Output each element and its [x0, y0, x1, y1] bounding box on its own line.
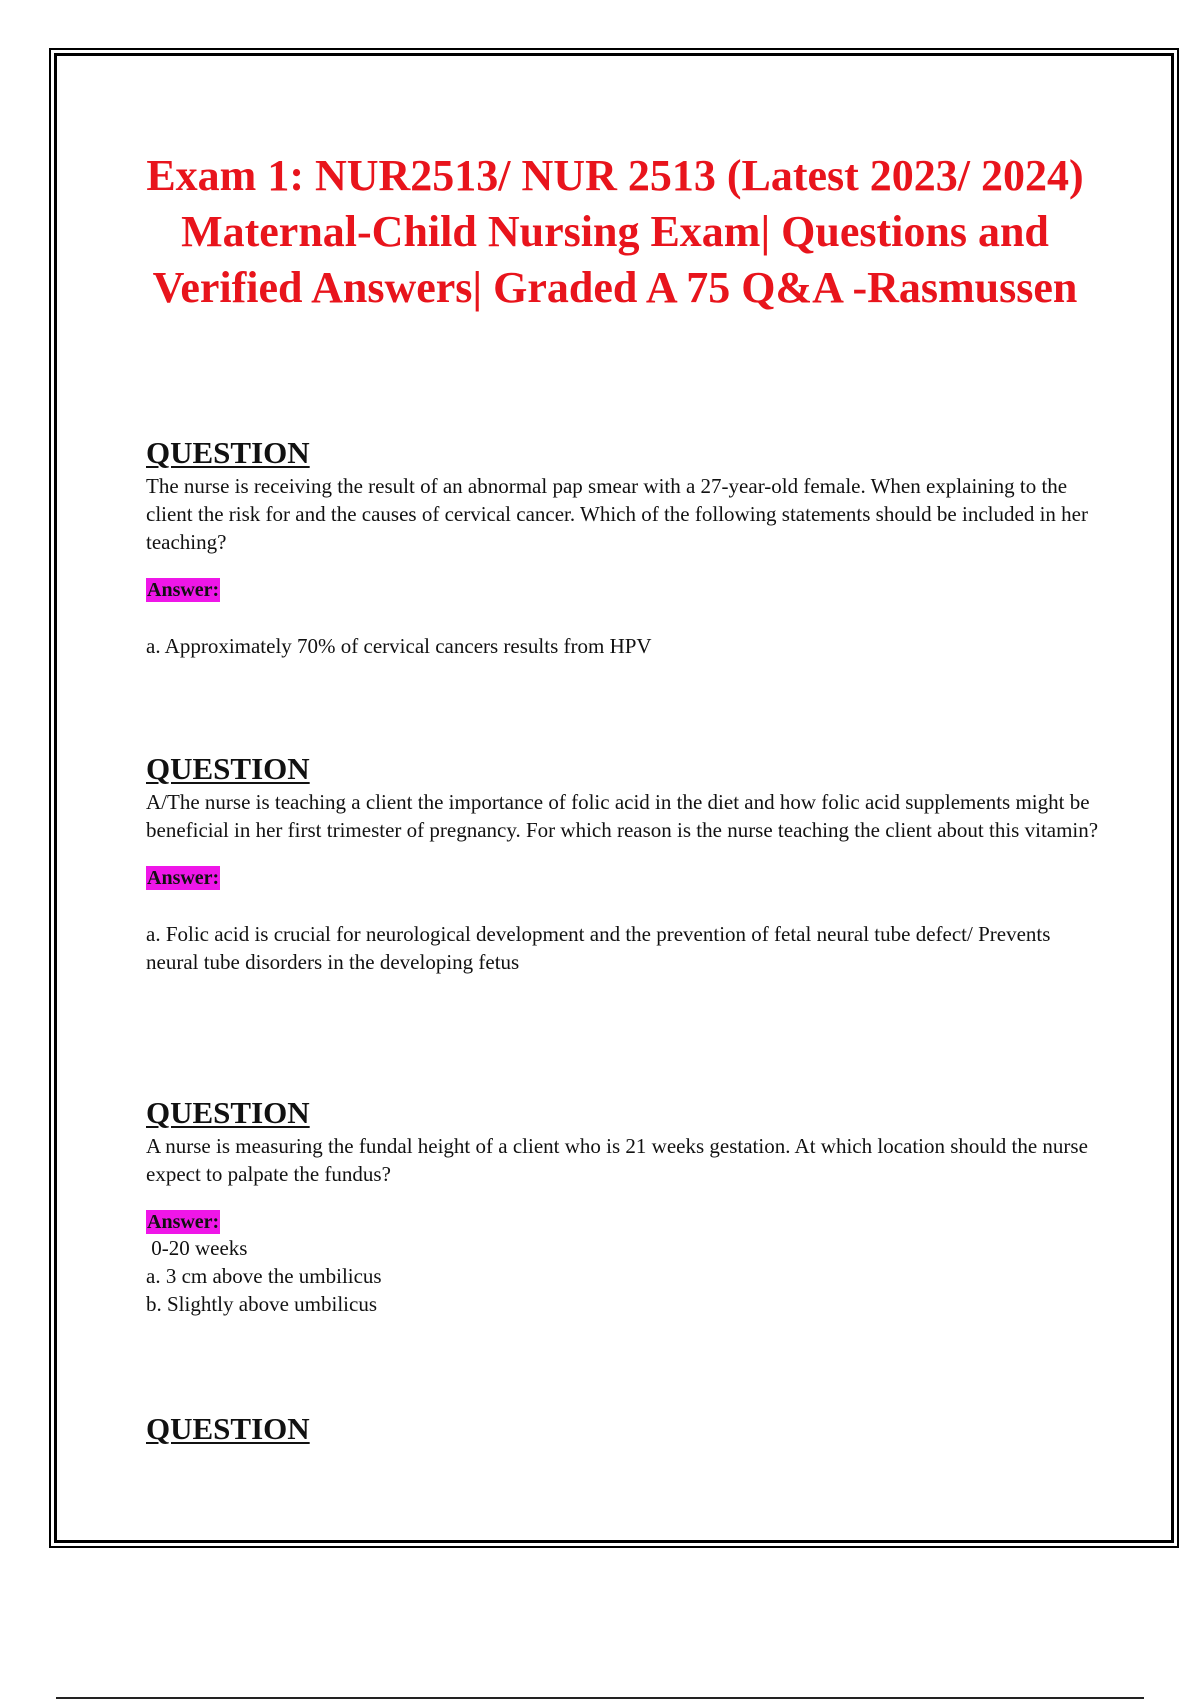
answer-text: 0-20 weeks: [146, 1236, 248, 1260]
answer-text: b. Slightly above umbilicus: [146, 1292, 377, 1316]
question-block: [146, 1096, 1106, 1318]
question-text: A/The nurse is teaching a client the importance of folic acid in the diet and how folic acid supplements might be beneficial in her first trimester of pregnancy. For which reason is the nurse teaching the client about this vitamin?: [146, 790, 1099, 842]
answer-label: Answer:: [147, 1211, 220, 1233]
question-block: [146, 1412, 1106, 1446]
question-text: The nurse is receiving the result of an abnormal pap smear with a 27-year-old female. When explaining to the client the risk for and the causes of cervical cancer. Which of the following statements should be included in her teaching?: [146, 474, 1088, 554]
answer-text: a. 3 cm above the umbilicus: [146, 1264, 382, 1288]
answer-label: Answer:: [147, 579, 220, 601]
question-block: [146, 436, 1106, 660]
document-title: Exam 1: NUR2513/ NUR 2513 (Latest 2023/ 2024) Maternal-Child Nursing Exam| Questions and Verified Answers| Graded A 75 Q&A -Rasmussen: [146, 151, 1084, 312]
question-text: A nurse is measuring the fundal height of a client who is 21 weeks gestation. At which location should the nurse expect to palpate the fundus?: [146, 1134, 1088, 1186]
question-heading: QUESTION: [146, 1095, 310, 1130]
answer-text: a. Approximately 70% of cervical cancers results from HPV: [146, 634, 652, 658]
question-heading: QUESTION: [146, 1411, 310, 1446]
answer-label: Answer:: [147, 867, 220, 889]
question-block: [146, 752, 1106, 976]
question-heading: QUESTION: [146, 435, 310, 470]
question-heading: QUESTION: [146, 751, 310, 786]
footer-rule: [56, 1697, 1144, 1699]
answer-text: a. Folic acid is crucial for neurological development and the prevention of fetal neural tube defect/ Prevents neural tube disorders in the developing fetus: [146, 922, 1051, 974]
